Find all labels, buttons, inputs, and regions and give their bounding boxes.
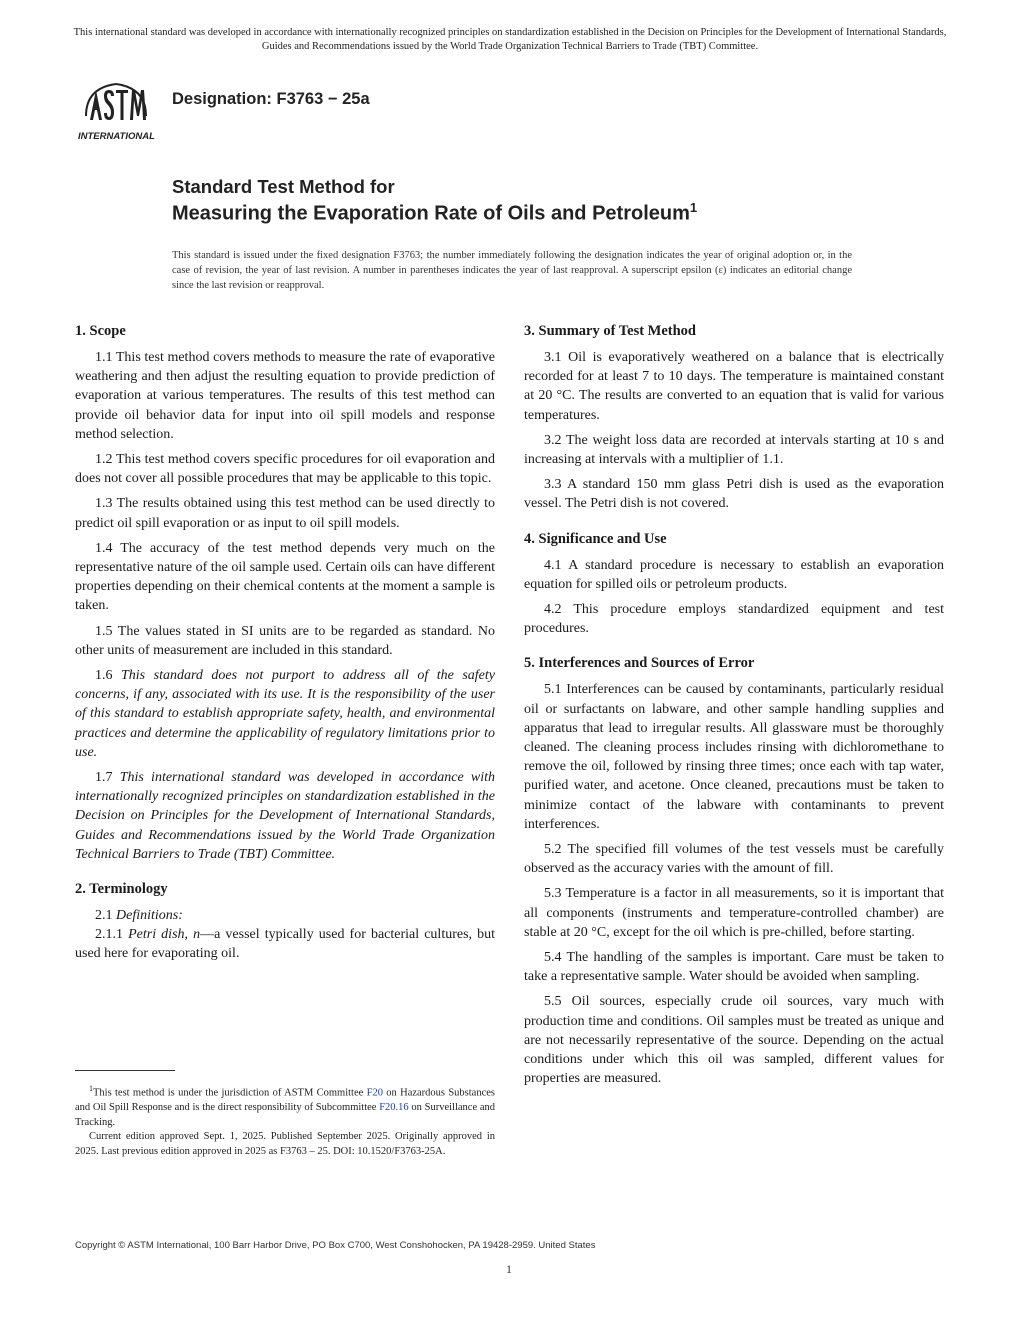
footnote-text: on Surveillance and Tracking.: [75, 1102, 495, 1128]
designation: Designation: F3763 − 25a: [172, 90, 370, 108]
paragraph-5-2: 5.2 The specified fill volumes of the test vessels must be carefully observed as the accuracy varies with the amount of fill.: [524, 842, 944, 877]
tbt-notice: This international standard was developed in accordance with internationally recognized principles on standardization established in the Decision on Principles for the Development of International Standards, Guides and Recommendations issued by the World Trade Organization Technical Barriers to Trade (TBT) Committee.: [73, 27, 947, 52]
paragraph-3-2: 3.2 The weight loss data are recorded at intervals starting at 10 s and increasing at intervals with a multiplier of 1.1.: [524, 432, 944, 468]
section-heading: 2. Terminology: [75, 881, 168, 898]
paragraph-4-1: 4.1 A standard procedure is necessary to establish an evaporation equation for spilled oils or petroleum products.: [524, 557, 944, 592]
paragraph-1-1: 1.1 This test method covers methods to measure the rate of evaporative weathering and then adjust the resulting equation to provide prediction of evaporation at various temperatures. The results of this test method can provide oil behavior data for input into oil spill models and response method selection.: [75, 350, 495, 442]
paragraph-5-3: 5.3 Temperature is a factor in all measurements, so it is important that all components (instruments and temperature-controlled chamber) are stable at 20 °C, except for the oil which is pre-chilled, before starting.: [524, 886, 944, 940]
footnote-text: This test method is under the jurisdiction of ASTM Committee: [93, 1087, 367, 1099]
title-text: Measuring the Evaporation Rate of Oils and Petroleum: [172, 202, 690, 225]
left-column: [75, 322, 495, 980]
title-footnote-marker: 1: [689, 200, 698, 215]
paragraph-4-2: 4.2 This procedure employs standardized equipment and test procedures.: [524, 602, 944, 637]
paragraph-number: 1.7: [95, 770, 120, 786]
paragraph-text: This standard does not purport to address all of the safety concerns, if any, associated with its use. It is the responsibility of the user of this standard to establish appropriate safety, health, and environmental practices and determine the applicability of regulatory limitations prior to use.: [75, 668, 495, 760]
definition-text: —a vessel typically used for bacterial cultures, but used here for evaporating oil.: [75, 927, 496, 962]
section-terminology: [75, 880, 495, 964]
section-heading: 4. Significance and Use: [524, 530, 667, 547]
section-scope: [75, 322, 495, 864]
paragraph-2-1-1: [75, 925, 495, 963]
copyright: Copyright © ASTM International, 100 Barr Harbor Drive, PO Box C700, West Conshohocken, PA 19428-2959. United States: [75, 1240, 596, 1251]
paragraph-1-4: 1.4 The accuracy of the test method depends very much on the representative nature of the oil sample used. Certain oils can have different properties depending on their chemical contents at the moment a sample is taken.: [75, 540, 495, 614]
paragraph-number: 2.1: [95, 908, 116, 924]
issuance-note: This standard is issued under the fixed designation F3763; the number immediately following the designation indicates the year of original adoption or, in the case of revision, the year of last revision. A number in parentheses indicates the year of last reapproval. A superscript epsilon (ε) indicates an editorial change since the last revision or reapproval.: [172, 250, 852, 291]
committee-link[interactable]: F20: [366, 1087, 383, 1099]
title-line-1: Standard Test Method for: [172, 176, 395, 197]
paragraph-3-1: 3.1 Oil is evaporatively weathered on a balance that is electrically recorded for at least 7 to 10 days. The temperature is maintained constant at 20 °C. The results are converted to an equation that is valid for various temperatures.: [524, 350, 944, 423]
paragraph-2-1: [75, 906, 495, 925]
footnote-divider: [75, 1070, 175, 1071]
paragraph-1-2: 1.2 This test method covers specific procedures for oil evaporation and does not cover all possible procedures that may be applicable to this topic.: [75, 452, 495, 487]
paragraph-1-3: 1.3 The results obtained using this test method can be used directly to predict oil spill evaporation or as input to oil spill models.: [75, 496, 495, 531]
paragraph-5-5: 5.5 Oil sources, especially crude oil sources, vary much with production time and conditions. Oil samples must be treated as unique and are not necessarily representative of the source. Depending on the actual conditions under which this oil was sampled, different values for properties are measured.: [524, 994, 944, 1087]
paragraph-5-4: 5.4 The handling of the samples is important. Care must be taken to take a representative sample. Water should be avoided when sampling.: [524, 950, 944, 985]
section-interferences: [524, 654, 944, 1088]
paragraph-5-1: 5.1 Interferences can be caused by contaminants, particularly residual oil or surfactants on labware, and other sample handling supplies and apparatus that lead to irregular results. All glassware must be thoroughly cleaned. The cleaning process includes rinsing with dichloromethane to remove the oil, followed by rinsing three times; once each with tap water, purified water, and acetone. Once cleaned, precautions must be taken to minimize contact of the labware with contaminants to prevent interferences.: [524, 682, 944, 832]
section-heading: 1. Scope: [75, 323, 126, 339]
footnote-marker: 1: [89, 1084, 93, 1093]
paragraph-3-3: 3.3 A standard 150 mm glass Petri dish is used as the evaporation vessel. The Petri dish is not covered.: [524, 477, 944, 512]
footnote-jurisdiction: [75, 1082, 495, 1130]
section-summary: [524, 322, 944, 514]
defined-term: Petri dish, n: [128, 927, 201, 943]
paragraph-number: 2.1.1: [95, 927, 129, 943]
astm-logo-icon: [76, 76, 160, 146]
paragraph-1-5: 1.5 The values stated in SI units are to be regarded as standard. No other units of measurement are included in this standard.: [75, 623, 495, 658]
section-heading: 3. Summary of Test Method: [524, 323, 696, 339]
paragraph-1-6: [75, 666, 495, 762]
footnote-edition: Current edition approved Sept. 1, 2025. Published September 2025. Originally approved in 2025. Last previous edition approved in 2025 as F3763 – 25. DOI: 10.1520/F3763-25A.: [75, 1131, 495, 1157]
footnote: [75, 1082, 495, 1159]
section-significance: [524, 530, 944, 639]
paragraph-number: 1.6: [95, 668, 121, 684]
page-number: 1: [506, 1262, 512, 1276]
title-line-2: [172, 200, 697, 226]
paragraph-1-7: [75, 768, 495, 864]
footnote-text: on Hazardous Substances and Oil Spill Response and is the direct responsibility of Subcommittee: [75, 1087, 495, 1114]
paragraph-text: Definitions:: [116, 908, 183, 924]
right-column: [524, 322, 944, 1105]
subcommittee-link[interactable]: F20.16: [379, 1102, 409, 1114]
section-heading: 5. Interferences and Sources of Error: [524, 655, 755, 672]
logo-subtext: INTERNATIONAL: [78, 131, 155, 142]
paragraph-text: This international standard was developed in accordance with internationally recognized principles on standardization established in the Decision on Principles for the Development of International Standards, Guides and Recommendations issued by the World Trade Organization Technical Barriers to Trade (TBT) Committee.: [75, 770, 496, 862]
